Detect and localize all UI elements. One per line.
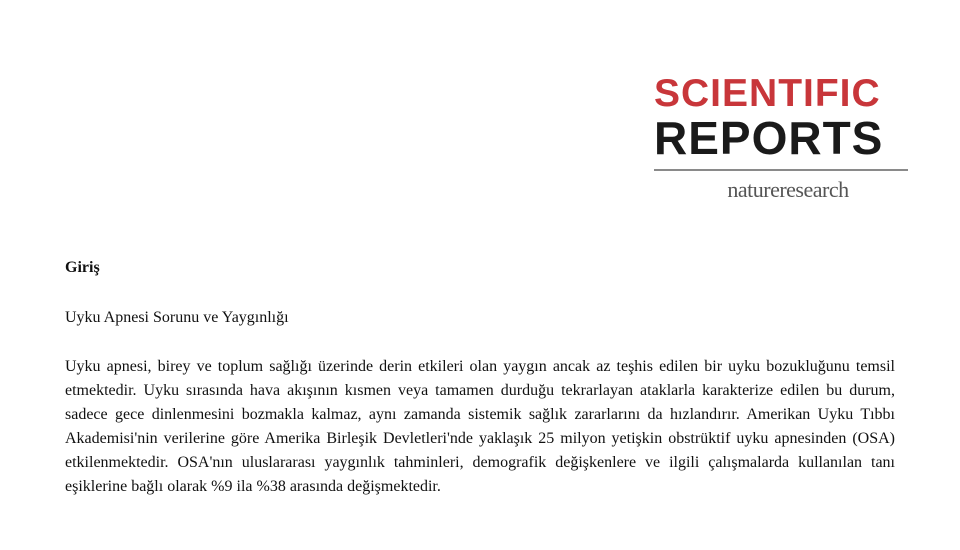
logo-publisher-part2: research — [779, 177, 849, 202]
subheading: Uyku Apnesi Sorunu ve Yaygınlığı — [65, 309, 289, 326]
logo-publisher — [654, 177, 908, 203]
journal-logo — [654, 74, 908, 203]
logo-title-line2: REPORTS — [654, 112, 884, 164]
body-paragraph: Uyku apnesi, birey ve toplum sağlığı üzerinde derin etkileri olan yaygın ancak az teşhis edilen bir uyku bozukluğunu temsil etmektedir. Uyku sırasında hava akışının kısmen veya tamamen durduğu tekrarlayan ataklarla karakterize edilen bu durum, sadece gece dinlenmesini bozmakla kalmaz, aynı zamanda sistemik sağlık zararlarını da hızlandırır. Amerikan Uyku Tıbbı Akademisi'nin verilerine göre Amerika Birleşik Devletleri'nde yaklaşık 25 milyon yetişkin obstrüktif uyku apnesinden (OSA) etkilenmektedir. OSA'nın uluslararası yaygınlık tahminleri, demografik değişkenlere ve ilgili çalışmalarda kullanılan tanı eşiklerine bağlı olarak %9 ila %38 arasında değişmektedir. — [65, 358, 895, 495]
logo-publisher-part1: nature — [727, 177, 780, 202]
section-heading: Giriş — [65, 259, 100, 276]
logo-title-line1: SCIENTIFIC — [654, 72, 881, 115]
logo-divider — [654, 169, 908, 171]
